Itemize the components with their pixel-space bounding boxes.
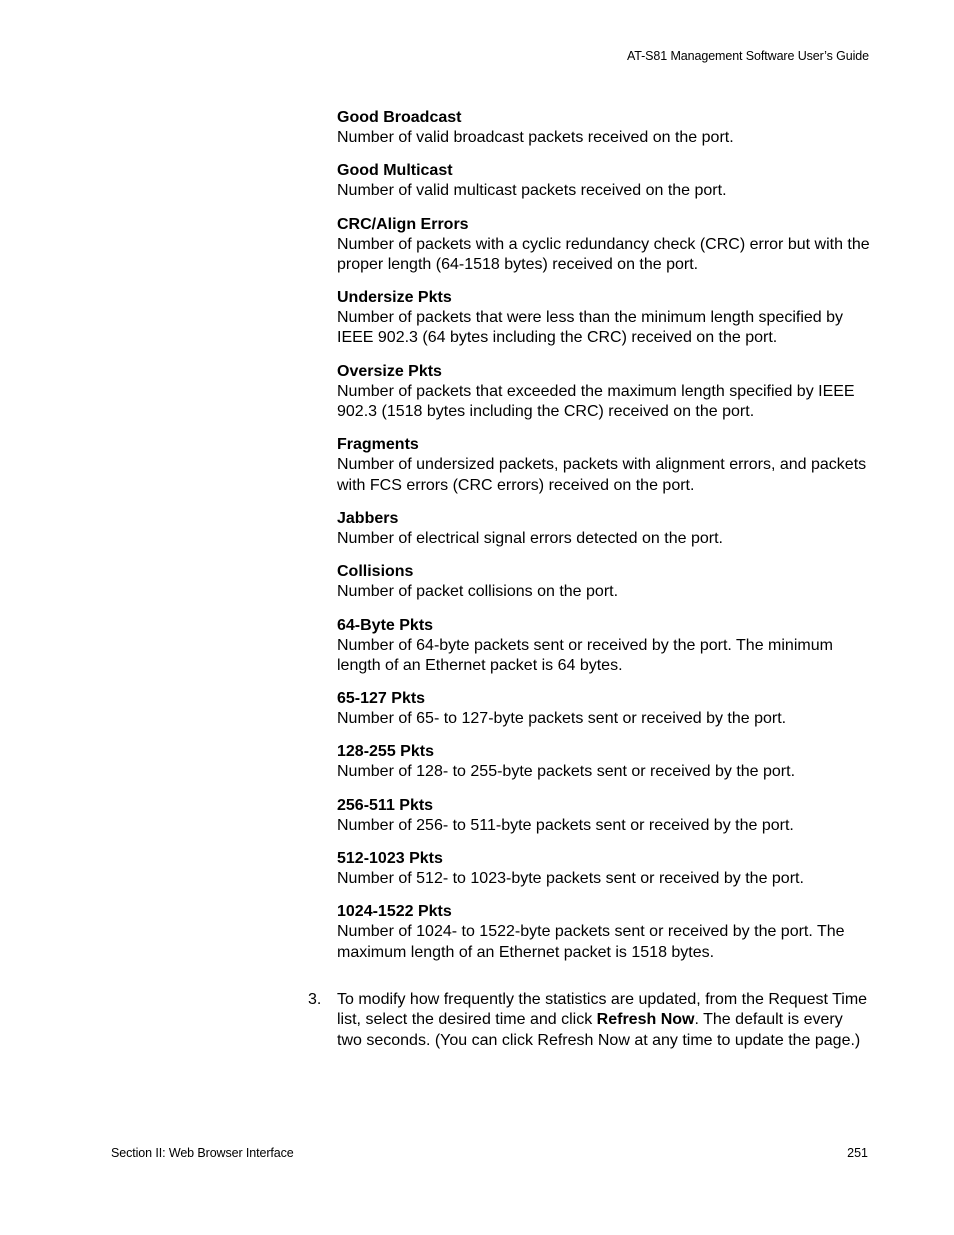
- definition-list: [337, 108, 872, 963]
- definition-term: Jabbers: [337, 509, 399, 527]
- definition-term: Good Multicast: [337, 162, 453, 180]
- definition-item: [337, 435, 872, 496]
- definition-item: [337, 796, 872, 836]
- definition-item: [337, 161, 872, 201]
- definition-item: [337, 509, 872, 549]
- definition-item: [337, 849, 872, 889]
- definition-description: Number of 512- to 1023-byte packets sent or received by the port.: [337, 870, 804, 888]
- definition-item: [337, 562, 872, 602]
- definition-description: Number of valid broadcast packets received on the port.: [337, 129, 734, 146]
- definition-term: 1024-1522 Pkts: [337, 903, 452, 921]
- definition-item: [337, 742, 872, 782]
- definition-description: Number of electrical signal errors detected on the port.: [337, 529, 723, 547]
- definition-description: Number of packet collisions on the port.: [337, 583, 619, 601]
- definition-term: CRC/Align Errors: [337, 215, 469, 233]
- definition-description: Number of 1024- to 1522-byte packets sent or received by the port. The maximum length of an Ethernet packet is 1518 bytes.: [337, 923, 845, 961]
- definition-term: Collisions: [337, 563, 414, 581]
- definition-term: 256-511 Pkts: [337, 796, 434, 814]
- definition-item: [337, 616, 872, 677]
- definition-description: Number of packets that exceeded the maximum length specified by IEEE 902.3 (1518 bytes including the CRC) received on the port.: [337, 382, 855, 421]
- footer-section-title: Section II: Web Browser Interface: [111, 1146, 294, 1160]
- definition-item: [337, 215, 872, 276]
- definition-description: Number of 128- to 255-byte packets sent or received by the port.: [337, 763, 796, 781]
- definition-description: Number of 256- to 511-byte packets sent or received by the port.: [337, 816, 794, 834]
- definition-description: Number of packets that were less than the minimum length specified by IEEE 902.3 (64 bytes including the CRC) received on the port.: [337, 309, 844, 347]
- footer-page-number: 251: [847, 1146, 868, 1160]
- definition-description: Number of 64-byte packets sent or received by the port. The minimum length of an Ethernet packet is 64 bytes.: [337, 636, 833, 674]
- definition-item: [337, 689, 872, 729]
- definition-item: [337, 362, 872, 423]
- definition-item: [337, 288, 872, 349]
- definition-term: 65-127 Pkts: [337, 690, 426, 708]
- definition-term: 64-Byte Pkts: [337, 616, 434, 634]
- definition-term: 128-255 Pkts: [337, 743, 434, 761]
- definition-description: Number of packets with a cyclic redundancy check (CRC) error but with the proper length (64-1518 bytes) received on the port.: [337, 235, 870, 273]
- procedure-step: [308, 990, 872, 1051]
- running-header: AT-S81 Management Software User’s Guide: [626, 49, 869, 63]
- document-body: [308, 108, 872, 1051]
- step-number: 3.: [308, 990, 322, 1008]
- definition-term: Oversize Pkts: [337, 362, 442, 380]
- step-bold-refresh-now: Refresh Now: [596, 1011, 695, 1029]
- definition-item: [337, 108, 872, 148]
- definition-term: 512-1023 Pkts: [337, 850, 443, 868]
- step-text-after: . The default is every two seconds. (You can click Refresh Now at any time to update the page.): [337, 1011, 861, 1049]
- step-text-before: To modify how frequently the statistics are updated, from the Request Time list, select the desired time and click: [337, 990, 868, 1029]
- definition-description: Number of undersized packets, packets with alignment errors, and packets with FCS errors (CRC errors) received on the port.: [337, 456, 867, 494]
- definition-term: Good Broadcast: [337, 109, 462, 126]
- definition-description: Number of valid multicast packets received on the port.: [337, 182, 727, 200]
- definition-term: Undersize Pkts: [337, 289, 452, 307]
- definition-item: [337, 902, 872, 963]
- definition-term: Fragments: [337, 436, 419, 454]
- definition-description: Number of 65- to 127-byte packets sent or received by the port.: [337, 710, 787, 728]
